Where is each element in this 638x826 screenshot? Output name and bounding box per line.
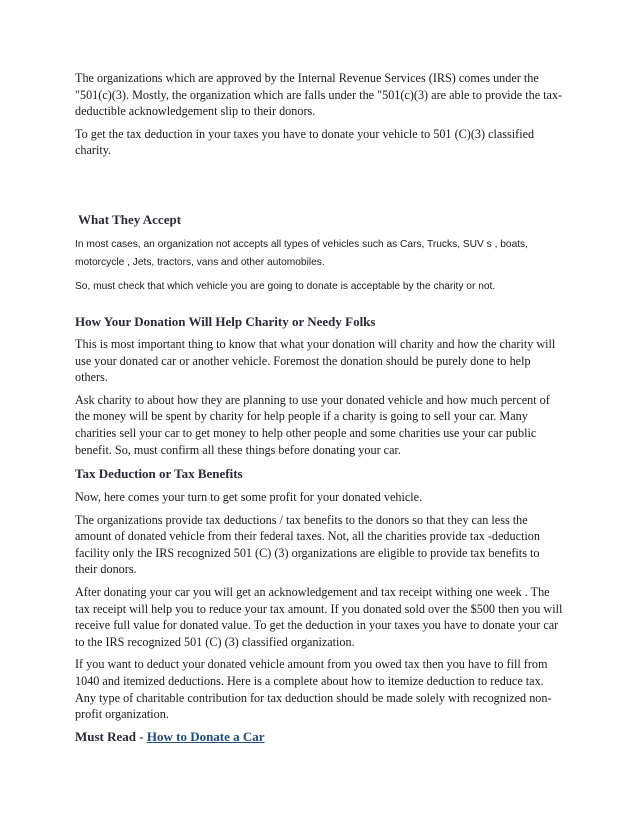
must-read-line	[75, 729, 563, 745]
intro-section	[75, 70, 563, 159]
tax-paragraph-3: After donating your car you will get an acknowledgement and tax receipt withing one week . The tax receipt will help you to reduce your tax amount. If you donated sold over the $500 then you will receive full value for donated value. To get the deduction in your taxes you have to donate your car to the IRS recognized 501 (C) (3) classified organization.	[75, 584, 563, 649]
accept-section	[75, 212, 563, 296]
tax-paragraph-2: The organizations provide tax deductions / tax benefits to the donors so that they can less the amount of donated vehicle from their federal taxes. Not, all the charities provide tax -deduction facility only the IRS recognized 501 (C) (3) organizations are eligible to provide tax benefits to their donors.	[75, 512, 540, 577]
help-paragraph-1: This is most important thing to know that what your donation will charity and how the charity will use your donated car or another vehicle. Foremost the donation should be purely done to help others.	[75, 337, 556, 385]
accept-paragraph-1: In most cases, an organization not accepts all types of vehicles such as Cars, Trucks, SUV s , boats, motorcycle , Jets, tractors, vans and other automobiles.	[75, 239, 528, 268]
donate-car-link[interactable]: How to Donate a Car	[146, 728, 265, 744]
intro-paragraph-2: To get the tax deduction in your taxes you have to donate your vehicle to 501 (C)(3) classified charity.	[75, 126, 535, 158]
help-heading: How Your Donation Will Help Charity or Needy Folks	[75, 314, 376, 329]
tax-paragraph-4: If you want to deduct your donated vehicle amount from you owed tax then you have to fill from 1040 and itemized deductions. Here is a complete about how to itemize deduction to reduce tax. Any type of charitable contribution for tax deduction should be made solely with recognized non-profit organization.	[75, 657, 552, 722]
tax-paragraph-1: Now, here comes your turn to get some profit for your donated vehicle.	[75, 490, 423, 504]
accept-paragraph-2: So, must check that which vehicle you are going to donate is acceptable by the charity or not.	[75, 281, 496, 292]
help-paragraph-2: Ask charity to about how they are planning to use your donated vehicle and how much percent of the money will be spent by charity for help people if a charity is going to sell your car. Many charities sell your car to get money to help other people and some charities use your car public benefit. So, must confirm all these things before donating your car.	[75, 392, 550, 457]
intro-paragraph-1: The organizations which are approved by the Internal Revenue Services (IRS) comes under the "501(c)(3). Mostly, the organization which are falls under the "501(c)(3) are able to provide the tax-deductible acknowledgement slip to their donors.	[75, 71, 563, 119]
accept-heading: What They Accept	[78, 212, 182, 227]
tax-section	[75, 466, 563, 745]
tax-heading: Tax Deduction or Tax Benefits	[75, 466, 243, 481]
help-section	[75, 314, 563, 458]
must-read-label: Must Read -	[75, 728, 147, 744]
